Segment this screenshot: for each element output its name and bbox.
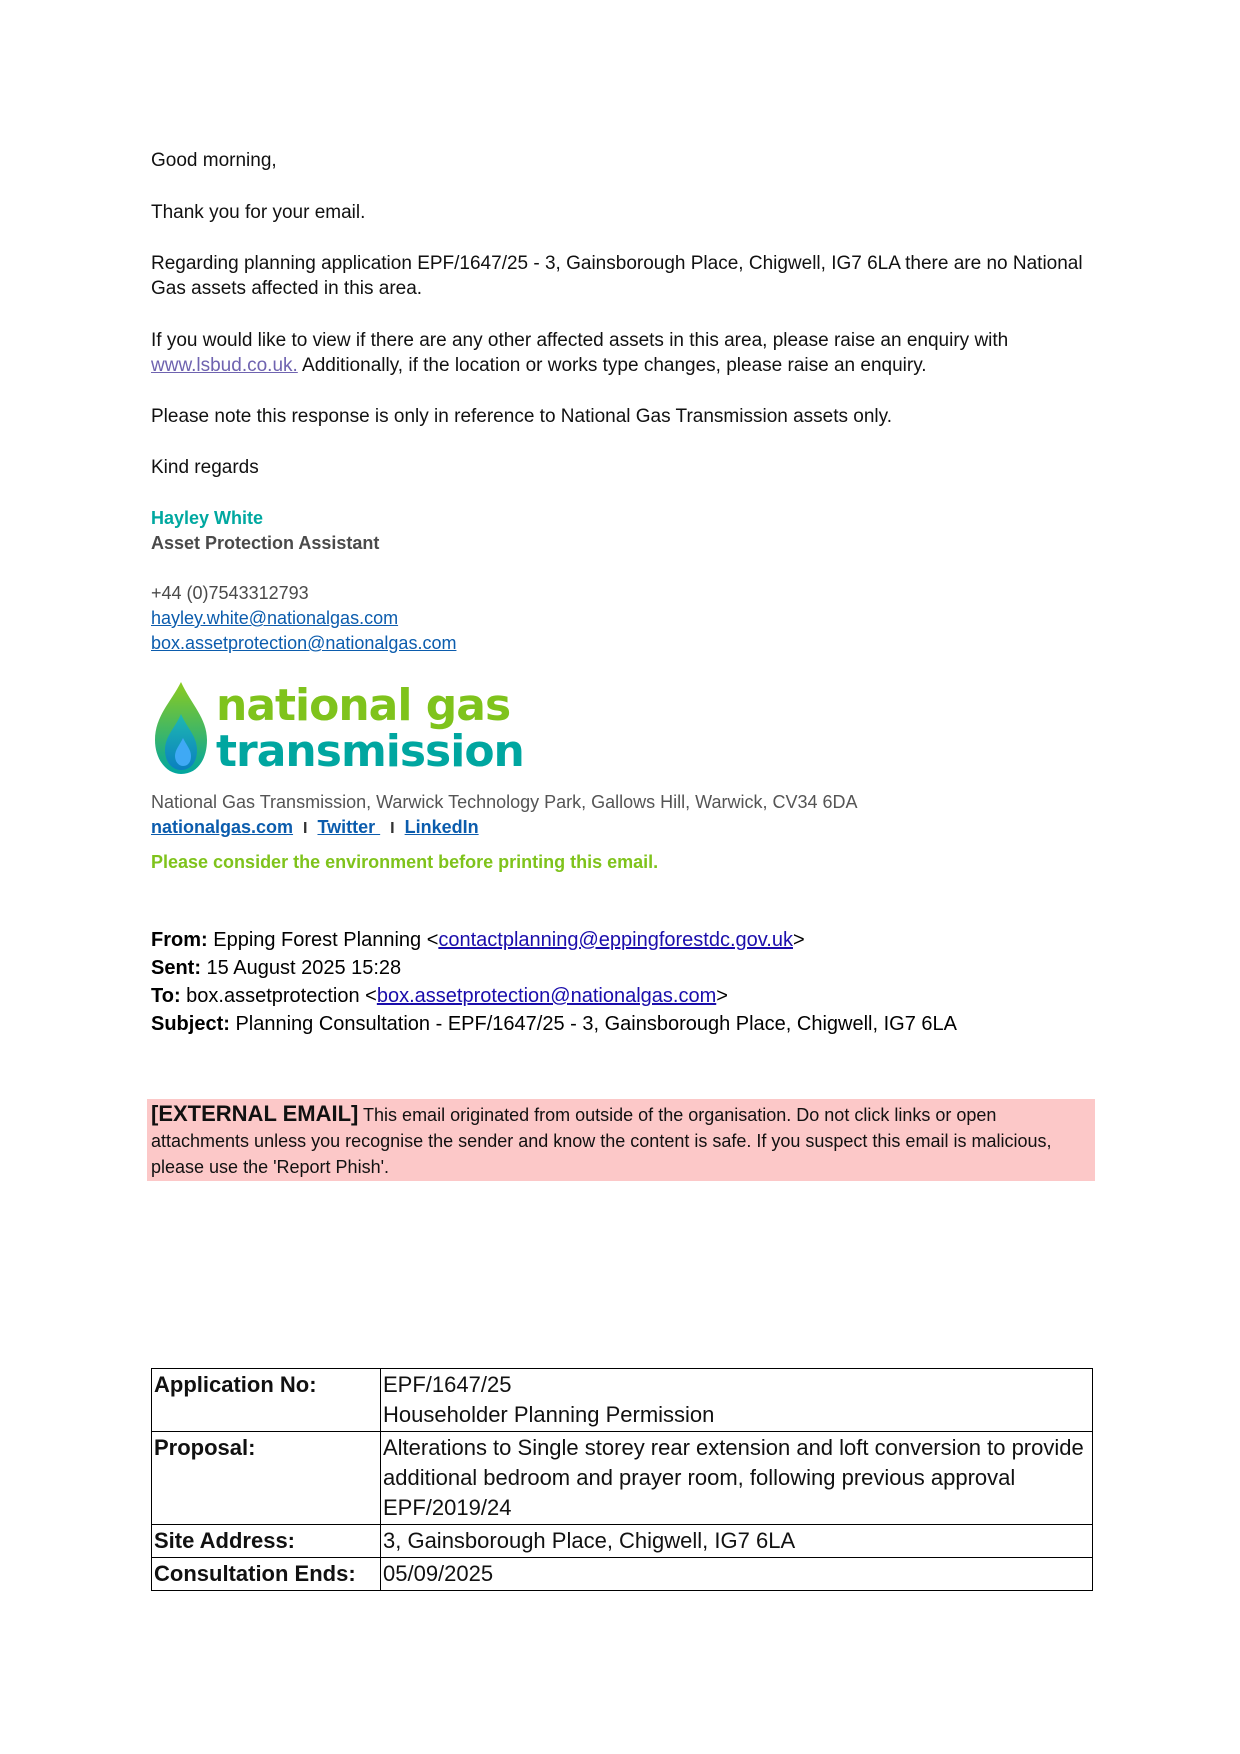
subject-value: Planning Consultation - EPF/1647/25 - 3, Gainsborough Place, Chigwell, IG7 6LA	[229, 1013, 957, 1035]
consultation-ends-value: 05/09/2025	[381, 1558, 1093, 1591]
table-row	[152, 1558, 1093, 1591]
table-row	[152, 1432, 1093, 1525]
signature-links	[151, 815, 1091, 841]
to-line	[151, 982, 1091, 1010]
twitter-link[interactable]: Twitter	[317, 817, 381, 837]
sent-label: Sent:	[151, 957, 201, 979]
from-email-link[interactable]: contactplanning@eppingforestdc.gov.uk	[438, 929, 793, 951]
environment-notice: Please consider the environment before printing this email.	[151, 852, 659, 872]
enquiry-text-pre: If you would like to view if there are any other affected assets in this area, please raise an enquiry with	[151, 330, 1009, 351]
signature-email-link[interactable]: hayley.white@nationalgas.com	[151, 608, 399, 628]
external-email-text: This email originated from outside of the organisation. Do not click links or open attachments unless you recognise the sender and know the content is safe. If you suspect this email is malicious, please use the 'Report Phish'.	[151, 1105, 1052, 1177]
team-email-link[interactable]: box.assetprotection@nationalgas.com	[151, 633, 457, 653]
to-label: To:	[151, 985, 181, 1007]
lsbud-link[interactable]: www.lsbud.co.uk.	[151, 355, 298, 376]
table-row	[152, 1369, 1093, 1432]
flame-icon	[151, 680, 211, 776]
proposal-value: Alterations to Single storey rear extension and loft conversion to provide additional bedroom and prayer room, following previous approval EPF/2019/24	[381, 1432, 1093, 1525]
app-no-cell	[381, 1369, 1093, 1432]
from-line	[151, 926, 1091, 954]
to-close: >	[716, 985, 728, 1007]
signature-email-line	[151, 606, 1091, 631]
signature-title: Asset Protection Assistant	[151, 533, 380, 553]
note-line: Please note this response is only in reference to National Gas Transmission assets only.	[151, 406, 893, 427]
signature-team-email-line	[151, 631, 1091, 656]
site-address-label: Site Address:	[152, 1525, 381, 1558]
application-details-table	[151, 1368, 1093, 1591]
nationalgas-link[interactable]: nationalgas.com	[151, 817, 294, 837]
link-separator: I	[303, 820, 308, 837]
from-close: >	[792, 929, 805, 951]
logo-text-line2: transmission	[216, 726, 524, 777]
linkedin-link[interactable]: LinkedIn	[404, 817, 479, 837]
enquiry-paragraph	[151, 328, 1091, 378]
app-no-label: Application No:	[152, 1369, 381, 1432]
national-gas-logo	[151, 680, 524, 780]
consultation-ends-label: Consultation Ends:	[152, 1558, 381, 1591]
external-email-tag: [EXTERNAL EMAIL]	[151, 1101, 359, 1126]
company-address: National Gas Transmission, Warwick Technology Park, Gallows Hill, Warwick, CV34 6DA	[151, 792, 858, 812]
link-separator: I	[390, 820, 395, 837]
regarding-paragraph: Regarding planning application EPF/1647/25 - 3, Gainsborough Place, Chigwell, IG7 6LA there are no National Gas assets affected in this area.	[151, 253, 1083, 299]
app-no-value: EPF/1647/25	[383, 1372, 512, 1397]
sent-line	[151, 954, 1091, 982]
subject-line	[151, 1010, 1091, 1038]
subject-label: Subject:	[151, 1013, 230, 1035]
logo-text-line1: national gas	[216, 680, 511, 731]
enquiry-text-post: Additionally, if the location or works type changes, please raise an enquiry.	[297, 355, 927, 376]
closing-line: Kind regards	[151, 457, 259, 478]
forwarded-header	[151, 926, 1091, 1038]
signature-phone: +44 (0)7543312793	[151, 583, 309, 603]
to-name: box.assetprotection <	[180, 985, 377, 1007]
proposal-label: Proposal:	[152, 1432, 381, 1525]
external-email-banner	[147, 1099, 1095, 1181]
from-label: From:	[151, 929, 208, 951]
thanks-line: Thank you for your email.	[151, 202, 366, 223]
signature-name: Hayley White	[151, 508, 264, 528]
app-type: Householder Planning Permission	[383, 1402, 715, 1427]
sent-value: 15 August 2025 15:28	[201, 957, 402, 979]
site-address-value: 3, Gainsborough Place, Chigwell, IG7 6LA	[381, 1525, 1093, 1558]
greeting: Good morning,	[151, 150, 277, 171]
table-row	[152, 1525, 1093, 1558]
to-email-link[interactable]: box.assetprotection@nationalgas.com	[376, 985, 717, 1007]
from-name: Epping Forest Planning <	[207, 929, 439, 951]
